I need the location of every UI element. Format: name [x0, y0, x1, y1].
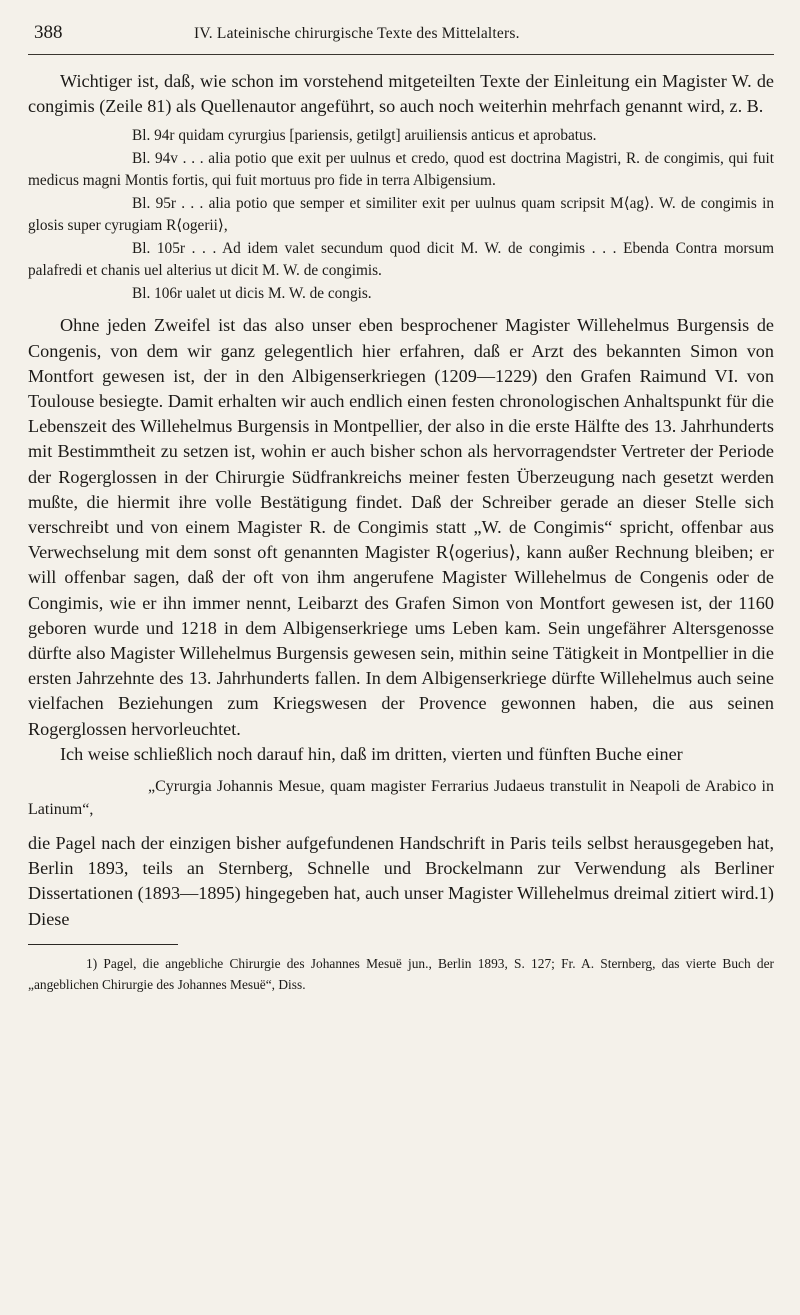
quote-line: Bl. 95r . . . alia potio que semper et similiter exit per uulnus quam scripsit M⟨ag⟩. W. de congimis in glosis super cyrugiam R⟨ogerii⟩, [28, 194, 774, 235]
page-number: 388 [34, 22, 63, 43]
running-head [28, 22, 774, 55]
paragraph-main: Ohne jeden Zweifel ist das also unser eben besprochener Magister Willehelmus Burgensis de Congenis, von dem wir ganz gelegentlich hier erfahren, daß er Arzt des bekannten Simon von Montfort gewesen ist, der in den Albigenserkriegen (1209—1229) den Grafen Raimund VI. von Toulouse besiegte. Damit erhalten wir auch endlich einen festen chronologischen Anhaltspunkt für die Lebenszeit des Willehelmus Burgensis in Montpellier, der also in die erste Hälfte des 13. Jahrhunderts mit Bestimmtheit zu setzen ist, wohin er auch bisher schon als hervorragendster Vertreter der Periode der Rogerglossen in der Chirurgie Südfrankreichs meiner festen Überzeugung nach gesetzt werden mußte, die hiermit ihre volle Bestätigung findet. Daß der Schreiber gerade an dieser Stelle sich verschreibt und von einem Magister R. de Congimis statt „W. de Congimis“ spricht, offenbar aus Verwechselung mit dem sonst oft genannten Magister R⟨ogerius⟩, kann außer Rechnung bleiben; er will offenbar sagen, daß der oft von ihm angerufene Magister Willehelmus de Congenis oder de Congimis, wie er ihn immer nennt, Leibarzt des Grafen Simon von Montfort gewesen ist, der 1160 geboren wurde und 1218 in dem Albigenserkriege ums Leben kam. Sein ungefährer Altersgenosse dürfte also Magister Willehelmus Burgensis gewesen sein, mithin seine Tätigkeit in Montpellier in die ersten Jahrzehnte des 13. Jahrhunderts fallen. In dem Albigenserkriege dürfte Willehelmus auch seine vielfachen Beziehungen zum Kriegswesen der Provence gewonnen haben, die aus seinen Rogerglossen hervorleuchtet. [28, 315, 774, 739]
footnote: 1) Pagel, die angebliche Chirurgie des Johannes Mesuë jun., Berlin 1893, S. 127; Fr. A. Sternberg, das vierte Buch der „angeblichen Chirurgie des Johannes Mesuë“, Diss. [28, 955, 774, 992]
body-text [28, 69, 774, 995]
paragraph-continuation: die Pagel nach der einzigen bisher aufgefundenen Handschrift in Paris teils selbst herausgegeben hat, Berlin 1893, teils an Sternberg, Schnelle und Brockelmann zur Verwendung als Berliner Dissertationen (1893—1895) hingegeben hat, auch unser Magister Willehelmus dreimal zitiert wird.1) Diese [28, 833, 774, 929]
paragraph-conclusion: Ich weise schließlich noch darauf hin, daß im dritten, vierten und fünften Buche einer [60, 743, 683, 764]
quote-line: Bl. 105r . . . Ad idem valet secundum quod dicit M. W. de congimis . . . Ebenda Contra morsum palafredi et chanis uel alterius ut dicit M. W. de congimis. [28, 239, 774, 280]
paragraph-intro: Wichtiger ist, daß, wie schon im vorstehend mitgeteilten Texte der Einleitung ein Magister W. de congimis (Zeile 81) als Quellenautor angeführt, so auch noch weiterhin mehrfach genannt wird, z. B. [28, 71, 774, 117]
cyrurgia-title-quote [28, 775, 774, 821]
book-page [28, 22, 774, 995]
footnote-divider [28, 944, 178, 945]
manuscript-quotes [28, 125, 774, 305]
quote-line: „Cyrurgia Johannis Mesue, quam magister Ferrarius Judaeus transtulit in Neapoli de Arabico in Latinum“, [28, 778, 774, 819]
running-title: IV. Lateinische chirurgische Texte des Mittelalters. [194, 25, 520, 42]
quote-line: Bl. 94v . . . alia potio que exit per uulnus et credo, quod est doctrina Magistri, R. de congimis, qui fuit medicus magni Montis fortis, qui fuit mortuus pro fide in terra Albigensium. [28, 149, 774, 190]
quote-line: Bl. 94r quidam cyrurgius [pariensis, getilgt] aruiliensis anticus et aprobatus. [132, 127, 597, 145]
quote-line: Bl. 106r ualet ut dicis M. W. de congis. [132, 284, 372, 302]
